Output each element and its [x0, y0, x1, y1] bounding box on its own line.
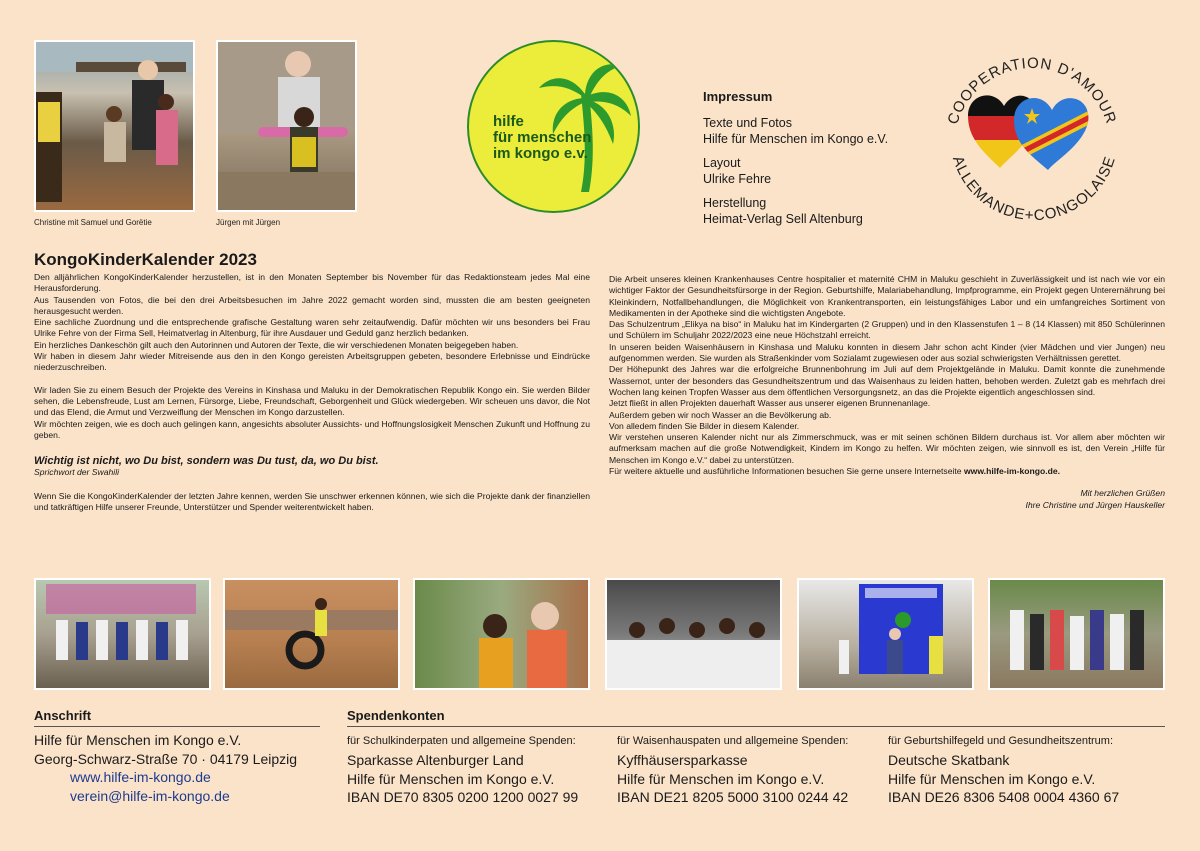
impressum-layout-label: Layout [703, 156, 741, 170]
account-health-iban: IBAN DE26 8306 5408 0004 4360 67 [888, 789, 1120, 805]
account-health-purpose: für Geburtshilfegeld und Gesundheitszentrum: [888, 735, 1114, 747]
swahili-quote-source: Sprichwort der Swahili [34, 467, 120, 478]
greeting: Mit herzlichen Grüßen [1080, 488, 1165, 499]
left-paragraph-1: Den alljährlichen KongoKinderKalender herzustellen, ist in den Monaten September bis November für das Redaktionsteam jedes Mal eine Herausforderung. [34, 272, 590, 294]
photo-strip-3-scene [415, 580, 588, 688]
photo-strip-5-scene [799, 580, 972, 688]
right-paragraph-4: Der Höhepunkt des Jahres war die erfolgreiche Brunnenbohrung im Juli auf dem Projektgelände in Maluku. Damit konnte die zunehmende Wassernot, unter der besonders das Gesundheitszentrum und das Waisenhaus zu leiden hatten, behoben werden. Zuletzt gab es mehrfach drei Wochen lang keinen Tropfen Wasser aus dem öffentlichen Versorgungsnetz, an das die Projekte eigentlich angeschlossen sind. [609, 364, 1165, 397]
right-paragraph-9 [609, 466, 1165, 477]
photo-strip-1-scene [36, 580, 209, 688]
cooperation-arc-top: COOPERATION D'AMOUR [944, 54, 1120, 127]
photo-christine-scene [36, 42, 193, 210]
impressum-production-label: Herstellung [703, 196, 767, 210]
right-paragraph-5: Jetzt fließt in allen Projekten dauerhaft Wasser aus unserer eigenen Brunnenanlage. [609, 398, 931, 409]
impressum-texts-value: Hilfe für Menschen im Kongo e.V. [703, 132, 889, 146]
account-school-bank: Sparkasse Altenburger Land [347, 752, 524, 768]
left-paragraph-7: Wir möchten zeigen, wie es doch auch gelingen kann, angesichts absoluter Aussichts- und Hoffnungslosigkeit Menschen Zukunft und Hoffnung zu geben. [34, 418, 590, 440]
photo-strip-1 [34, 578, 211, 690]
photo-strip-2 [223, 578, 400, 690]
address-name: Hilfe für Menschen im Kongo e.V. [34, 732, 242, 748]
left-paragraph-5: Wir haben in diesem Jahr wieder Mitreisende aus den in den Kongo gereisten Arbeitsgruppen gebeten, besondere Erlebnisse und Eindrücke niederzuschreiben. [34, 351, 590, 373]
cooperation-arc-bottom: ALLEMANDE+CONGOLAISE [948, 153, 1120, 225]
account-health-bank: Deutsche Skatbank [888, 752, 1010, 768]
impressum-layout-value: Ulrike Fehre [703, 172, 772, 186]
logo-text [493, 114, 591, 162]
left-paragraph-6: Wir laden Sie zu einem Besuch der Projekte des Vereins in Kinshasa und Maluku in der Demokratischen Republik Kongo ein. Sie werden Bilder sehen, die Lebensfreude, Lust am Lernen, Fürsorge, Liebe, Freundschaft, Geborgenheit und Glück wiedergeben. Wir scheuen uns davor, die Not und das Elend, die Armut und Verzweiflung der Menschen im Kongo darzustellen. [34, 384, 590, 418]
impressum-production-value: Heimat-Verlag Sell Altenburg [703, 212, 863, 226]
photo-strip-4-scene [607, 580, 780, 688]
svg-text:ALLEMANDE+CONGOLAISE [949, 154, 1119, 224]
photo-strip-3 [413, 578, 590, 690]
hilfe-logo [467, 40, 640, 213]
left-paragraph-4: Ein herzliches Dankeschön gilt auch den Autorinnen und Autoren der Texte, die wir verschiedenen Monaten beigegeben haben. [34, 339, 519, 350]
photo-christine-caption: Christine mit Samuel und Gorëtie [34, 218, 152, 227]
photo-strip-6-scene [990, 580, 1163, 688]
account-orphanage-holder: Hilfe für Menschen im Kongo e.V. [617, 770, 825, 787]
left-column [34, 272, 590, 513]
right-paragraph-3: In unseren beiden Waisenhäusern in Kinshasa und Maluku konnten in diesem Jahr schon acht Kinder (vier Mädchen und vier Jungen) neu aufgenommen werden. Sie wurden als Straßenkinder vom Sozialamt zugewiesen oder aus sozial schwierigsten Verhältnissen gerettet. [609, 341, 1165, 364]
logo-line-2: für menschen [493, 129, 592, 146]
account-health [888, 733, 1119, 807]
account-orphanage-iban: IBAN DE21 8205 5000 3100 0244 42 [617, 789, 849, 805]
website-link[interactable]: www.hilfe-im-kongo.de. [963, 466, 1061, 477]
logo-line-1: hilfe [493, 113, 524, 130]
donations-rule [347, 726, 1165, 727]
photo-juergen-caption: Jürgen mit Jürgen [216, 218, 281, 227]
account-school-purpose: für Schulkinderpaten und allgemeine Spenden: [347, 735, 576, 747]
signature-names: Ihre Christine und Jürgen Hauskeller [1025, 499, 1165, 510]
cooperation-logo [928, 36, 1134, 232]
account-school [347, 733, 578, 807]
right-column [609, 274, 1165, 511]
address-heading: Anschrift [34, 708, 92, 723]
photo-juergen [216, 40, 357, 212]
left-paragraph-2: Aus Tausenden von Fotos, die bei den drei Arbeitsbesuchen im Jahre 2022 gemacht worden sind, mussten die am besten geeigneten herausgesucht werden. [34, 294, 590, 316]
right-paragraph-7: Von alledem finden Sie Bilder in diesem Kalender. [609, 420, 800, 431]
right-paragraph-2: Das Schulzentrum „Elikya na biso“ in Maluku hat im Kindergarten (2 Gruppen) und in den Klassenstufen 1 – 8 (14 Klassen) mit 850 Schülerinnen und Schülern im Schuljahr 2022/2023 eine neue Höchstzahl erreicht. [609, 319, 1165, 341]
logo-line-3: im kongo e.v. [493, 145, 588, 162]
swahili-quote: Wichtig ist nicht, wo Du bist, sondern was Du tust, da, wo Du bist. [34, 455, 379, 468]
donations-heading: Spendenkonten [347, 708, 445, 723]
address-block [34, 731, 297, 805]
photo-strip-6 [988, 578, 1165, 690]
account-orphanage-bank: Kyffhäusersparkasse [617, 752, 748, 768]
left-paragraph-3: Eine sachliche Zuordnung und die entsprechende grafische Gestaltung waren sehr zeitaufwendig. Dafür möchten wir uns besonders bei Frau Ulrike Fehre von der Firma Sell, Heimatverlag in Altenburg, für ihre Ausdauer und Geduld ganz herzlich bedanken. [34, 317, 590, 339]
photo-strip-5 [797, 578, 974, 690]
account-health-holder: Hilfe für Menschen im Kongo e.V. [888, 770, 1096, 787]
account-school-iban: IBAN DE70 8305 0200 1200 0027 99 [347, 789, 579, 805]
right-paragraph-8: Wir verstehen unseren Kalender nicht nur als Zimmerschmuck, was er mit seinen schönen Bildern durchaus ist. Vor allem aber möchten wir aufmerksam machen auf die große Notwendigkeit, Kindern im Kongo zu helfen. Wir möchten zeigen, wie sinnvoll es ist, den Verein „Hilfe für Menschen im Kongo e.V.“ dabei zu unterstützen. [609, 432, 1165, 465]
account-orphanage [617, 733, 848, 807]
page-title: KongoKinderKalender 2023 [34, 250, 257, 269]
address-street: Georg-Schwarz-Straße 70 · 04179 Leipzig [34, 750, 298, 767]
right-paragraph-6: Außerdem geben wir noch Wasser an die Bevölkerung ab. [609, 409, 832, 420]
account-orphanage-purpose: für Waisenhauspaten und allgemeine Spenden: [617, 735, 849, 747]
impressum-texts-label: Texte und Fotos [703, 116, 792, 130]
photo-juergen-scene [218, 42, 355, 210]
right-paragraph-1: Die Arbeit unseres kleinen Krankenhauses Centre hospitalier et maternité CHM in Maluku geschieht in Zuverlässigkeit und ist nach wie vor ein wichtiger Faktor der Gesundheitsfürsorge in der Region. Geburtshilfe, Malariabehandlung, Impfprogramme, ein Projekt gegen Unterernährung bei Kleinkindern, Notfallbehandlungen, die Möglichkeit von Krankentransporten, ein leistungsfähiges Labor und ein umfangreiches Sortiment von Medikamenten in der Apotheke sind die wichtigsten Angebote. [609, 274, 1165, 318]
impressum [703, 89, 888, 235]
address-website-link[interactable]: www.hilfe-im-kongo.de [70, 769, 211, 785]
account-school-holder: Hilfe für Menschen im Kongo e.V. [347, 770, 555, 787]
photo-christine [34, 40, 195, 212]
photo-strip-4 [605, 578, 782, 690]
website-sentence: Für weitere aktuelle und ausführliche Informationen besuchen Sie gerne unsere Internetseite [609, 466, 962, 477]
impressum-heading: Impressum [703, 89, 773, 104]
address-email-link[interactable]: verein@hilfe-im-kongo.de [70, 787, 230, 804]
address-rule [34, 726, 320, 727]
left-paragraph-8: Wenn Sie die KongoKinderKalender der letzten Jahre kennen, werden Sie unschwer erkennen können, wie sich die Projekte dank der finanziellen und tatkräftigen Hilfe unserer Freunde, Unterstützer und Spender weiterentwickelt haben. [34, 490, 590, 513]
photo-strip-2-scene [225, 580, 398, 688]
